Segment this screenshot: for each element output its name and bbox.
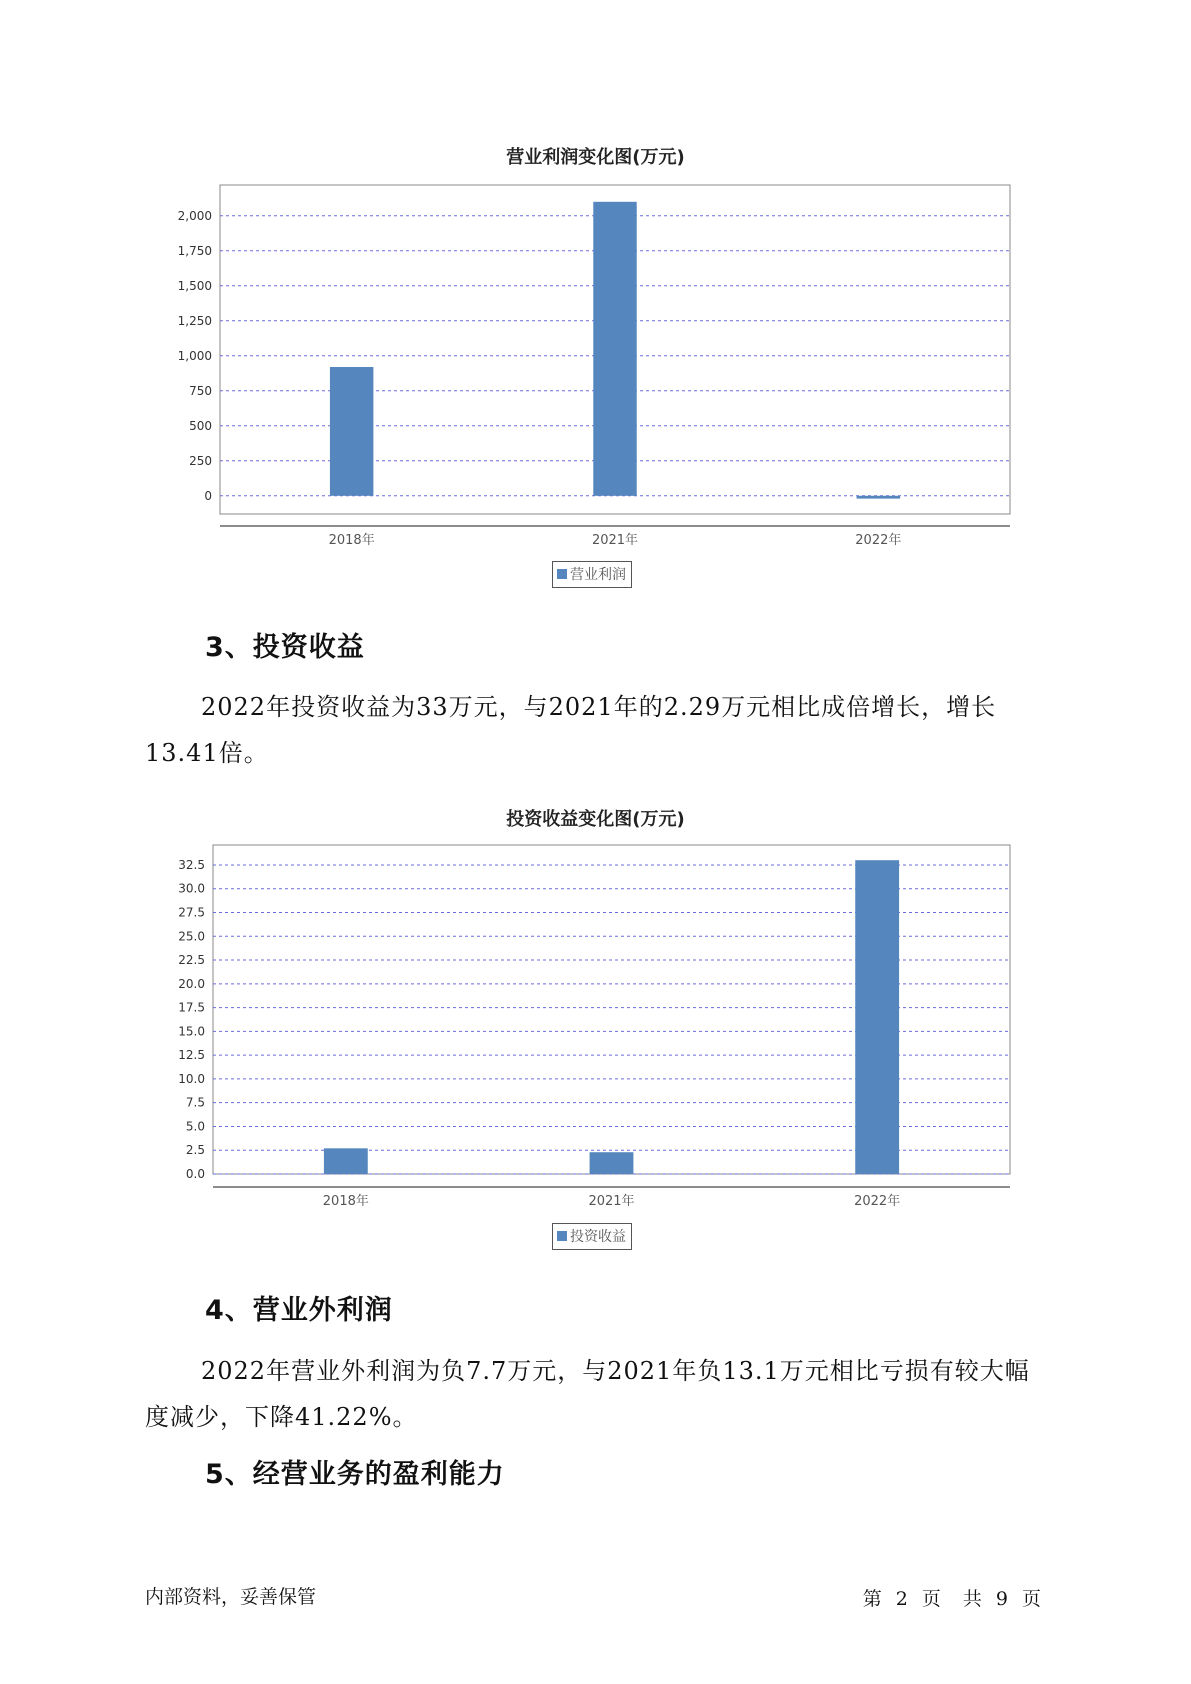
footer-confidential-note: 内部资料，妥善保管 [145,1586,317,1608]
page-number: 2 [895,1588,910,1610]
page-label: 第 [862,1588,884,1610]
y-tick-label: 2.5 [185,1143,205,1158]
y-tick-label: 500 [189,418,212,433]
y-tick-label: 25.0 [178,929,205,944]
legend-swatch [557,569,567,579]
total-label-suffix: 页 [1021,1588,1043,1610]
y-tick-label: 250 [189,453,212,468]
chart1-legend [552,561,632,588]
chart1-title: 营业利润变化图(万元) [506,147,685,168]
total-label: 共 [962,1588,984,1610]
y-tick-label: 15.0 [178,1024,205,1039]
chart2-legend-label: 投资收益 [570,1229,626,1245]
x-tick-label: 2022年 [855,533,902,548]
y-tick-label: 17.5 [178,1000,205,1015]
y-tick-label: 1,000 [177,348,212,363]
x-tick-label: 2021年 [591,533,639,548]
bar [590,1152,634,1174]
bar [330,367,373,496]
y-tick-label: 32.5 [178,857,205,872]
investment-income-chart [0,840,1191,1209]
x-tick-label: 2021年 [588,1194,635,1209]
y-tick-label: 1,250 [177,313,212,328]
y-tick-label: 30.0 [178,881,205,896]
legend-swatch [557,1231,567,1241]
y-tick-label: 5.0 [185,1119,205,1134]
footer-page-number [857,1584,1049,1611]
y-tick-label: 10.0 [178,1071,205,1086]
y-tick-label: 22.5 [178,953,205,968]
bar [324,1148,368,1174]
y-tick-label: 0.0 [185,1167,205,1181]
chart1-legend-label: 营业利润 [570,567,626,583]
bar [855,860,899,1174]
bar [593,202,636,496]
y-tick-label: 20.0 [178,976,205,991]
section-5-heading: 5、经营业务的盈利能力 [205,1459,505,1490]
page-label-suffix: 页 [921,1588,943,1610]
y-tick-label: 1,750 [177,243,212,258]
y-tick-label: 750 [189,383,212,398]
y-tick-label: 2,000 [177,208,212,223]
operating-profit-chart [0,180,1191,548]
section-4-heading: 4、营业外利润 [205,1295,393,1326]
y-tick-label: 7.5 [185,1095,205,1110]
section-4-paragraph: 2022年营业外利润为负7.7万元，与2021年负13.1万元相比亏损有较大幅度减少，下降41.22%。 [145,1357,1030,1431]
chart2-title: 投资收益变化图(万元) [506,809,685,830]
bar [857,496,900,499]
y-tick-label: 12.5 [178,1048,205,1063]
y-tick-label: 27.5 [178,905,205,920]
x-tick-label: 2018年 [328,533,375,548]
section-3-paragraph: 2022年投资收益为33万元，与2021年的2.29万元相比成倍增长，增长13.41倍。 [145,693,997,767]
section-3-heading: 3、投资收益 [205,632,365,663]
total-pages: 9 [995,1588,1010,1610]
x-tick-label: 2018年 [322,1194,369,1209]
x-tick-label: 2022年 [854,1194,901,1209]
y-tick-label: 0 [204,488,212,503]
chart2-legend [552,1223,632,1250]
y-tick-label: 1,500 [177,278,212,293]
